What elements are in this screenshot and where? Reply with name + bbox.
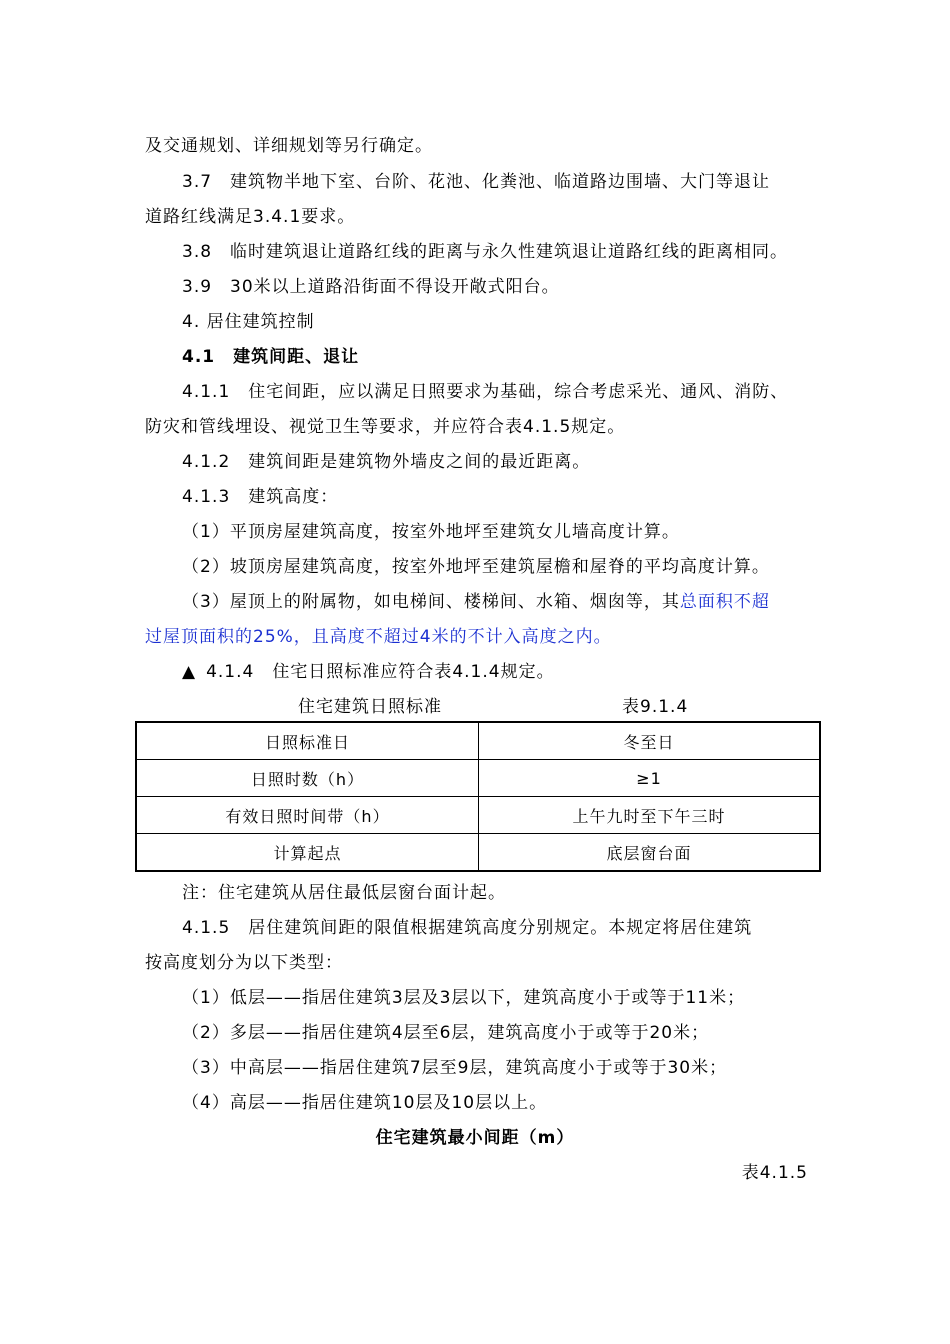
table-row [136,722,820,760]
sunlight-standard-table [135,721,821,872]
table-number: 表9.1.4 [622,697,689,717]
table-cell-label: 计算起点 [136,834,479,872]
list-item: （3）中高层——指居住建筑7层至9层，建筑高度小于或等于30米； [182,1058,728,1078]
paragraph-text: 4.1.3 建筑高度： [182,487,339,507]
table-row [136,834,820,872]
paragraph-text: 4.1.1 住宅间距，应以满足日照要求为基础，综合考虑采光、通风、消防、 [182,382,789,402]
paragraph-text: 及交通规划、详细规划等另行确定。 [145,136,433,156]
paragraph-text: 防灾和管线埋设、视觉卫生等要求，并应符合表4.1.5规定。 [145,417,626,437]
paragraph-text: 3.7 建筑物半地下室、台阶、花池、化粪池、临道路边围墙、大门等退让 [182,172,771,192]
paragraph-text [182,662,862,682]
paragraph-text: 4.1.2 建筑间距是建筑物外墙皮之间的最近距离。 [182,452,591,472]
list-item: （1）平顶房屋建筑高度，按室外地坪至建筑女儿墙高度计算。 [182,522,680,542]
paragraph-text: 3.9 30米以上道路沿街面不得设开敞式阳台。 [182,277,560,297]
table-title: 住宅建筑最小间距（m） [375,1128,575,1148]
triangle-marker-icon: ▲ [182,662,197,682]
paragraph-text: 道路红线满足3.4.1要求。 [145,207,356,227]
subsection-heading: 4.1 建筑间距、退让 [182,347,360,367]
paragraph-text: 3.8 临时建筑退让道路红线的距离与永久性建筑退让道路红线的距离相同。 [182,242,789,262]
paragraph-text-body: 4.1.4 住宅日照标准应符合表4.1.4规定。 [206,662,555,682]
list-item-text: （3）屋顶上的附属物，如电梯间、楼梯间、水箱、烟囱等，其 [182,592,680,612]
section-heading: 4. 居住建筑控制 [182,312,315,332]
list-item: （4）高层——指居住建筑10层及10层以上。 [182,1093,548,1113]
table-cell-value: 冬至日 [479,722,821,760]
table-note: 注：住宅建筑从居住最低层窗台面计起。 [182,883,506,903]
table-cell-label: 日照标准日 [136,722,479,760]
table-caption: 住宅建筑日照标准 [298,697,442,717]
table-cell-value: ≥1 [479,760,821,797]
table-cell-label: 有效日照时间带（h） [136,797,479,834]
paragraph-text: 按高度划分为以下类型： [145,953,343,973]
highlighted-text: 过屋顶面积的25%，且高度不超过4米的不计入高度之内。 [145,627,612,647]
list-item: （1）低层——指居住建筑3层及3层以下，建筑高度小于或等于11米； [182,988,746,1008]
table-cell-value: 底层窗台面 [479,834,821,872]
table-row [136,797,820,834]
list-item [182,592,862,612]
paragraph-text: 4.1.5 居住建筑间距的限值根据建筑高度分别规定。本规定将居住建筑 [182,918,753,938]
highlighted-text: 总面积不超 [679,592,770,612]
table-cell-value: 上午九时至下午三时 [479,797,821,834]
table-cell-label: 日照时数（h） [136,760,479,797]
table-number: 表4.1.5 [741,1163,808,1183]
list-item: （2）多层——指居住建筑4层至6层，建筑高度小于或等于20米； [182,1023,710,1043]
table-row [136,760,820,797]
list-item: （2）坡顶房屋建筑高度，按室外地坪至建筑屋檐和屋脊的平均高度计算。 [182,557,770,577]
